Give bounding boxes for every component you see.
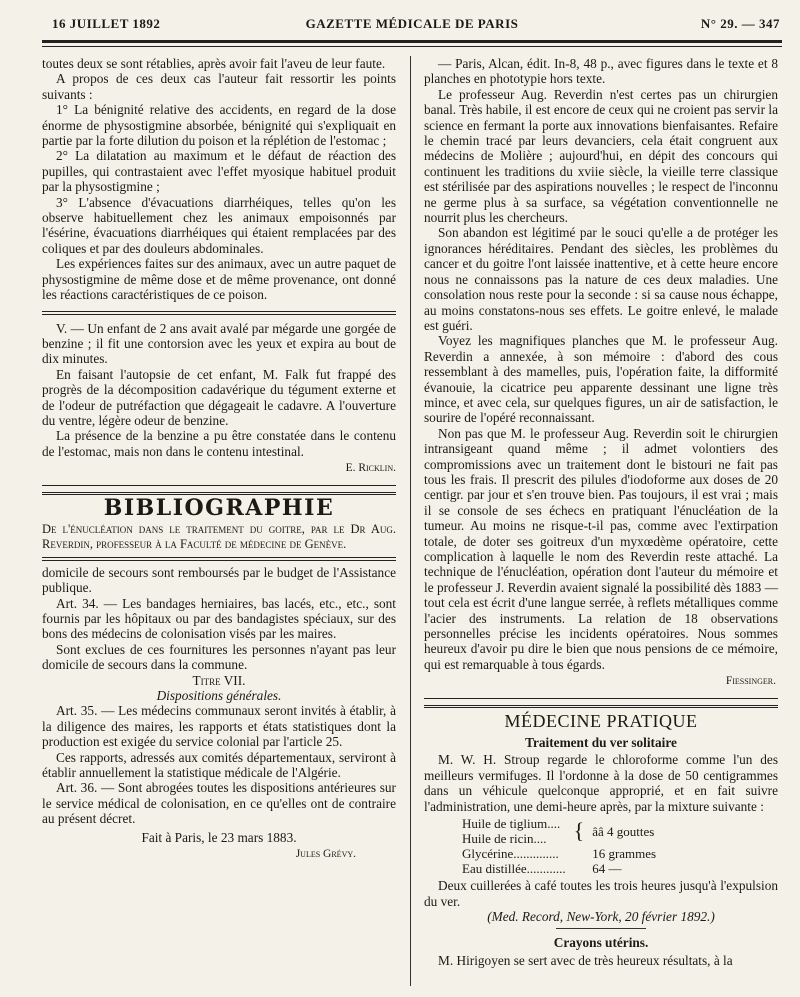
subheading: Traitement du ver solitaire	[525, 735, 677, 751]
paragraph: Non pas que M. le professeur Aug. Reverdin soit le chirurgien intransigeant quand même ; il admet volontiers des compromissions avec un traitement dont le bistouri ne fait pas tous les frais. Il prescrit des pilules d'iodoforme aux doses de 20 centigr. par jour et s'en trouve bien. Pas toujours, il est vrai ; mais il se console de ses échecs en pratiquant l'énucléation de la tumeur. Au moins ne risque-t-il pas, comme avec l'extirpation totale, de doter ses goitreux d'un myxœdème opératoire, cette complication à laquelle le nom des Reverdin reste attaché. La technique de l'énucléation, opération dont l'auteur du mémoire et le professeur J. Reverdin avaient signalé la possibilité dès 1883 — tout cela est écrit d'une langue serrée, à reflets métalliques comme l'acier des instruments. La relation de 18 observations personnelles précise les incidents opératoires. Nous sommes heureux d'avoir pu dire le bien que nous pensions de ce mémoire, qui est remarquable à tous égards.	[424, 425, 778, 672]
paragraph: Ces rapports, adressés aux comités départementaux, serviront à établir annuellement la statistique médicale de l'Algérie.	[42, 749, 396, 781]
dose: ââ 4 gouttes	[592, 823, 655, 839]
paragraph: Art. 34. — Les bandages herniaires, bas lacés, etc., etc., sont fournis par les hôpitaux ou par des bandagistes spéciaux, sur des bons des médecins de colonisation visés par les maires.	[42, 595, 396, 642]
paragraph: — Paris, Alcan, édit. In-8, 48 p., avec figures dans le texte et 8 planches en phototypie hors texte.	[424, 56, 778, 87]
header-date: 16 JUILLET 1892	[52, 16, 161, 31]
paragraph: toutes deux se sont rétablies, après avoir fait l'aveu de leur faute.	[42, 56, 386, 71]
prescription-table	[458, 816, 660, 876]
ingredient: Glycérine..............	[462, 846, 559, 862]
paragraph: Le professeur Aug. Reverdin n'est certes pas un chirurgien banal. Très habile, il est encore de ceux qui ne croient pas servir la science en fermant la porte aux innovations bienfaisantes. Refaire le chemin tracé par leurs devanciers, cela était congruent aux médecins de Molière ; aujourd'hui, en dépit des concours qui continuent les traditions du xviie siècle, la vieille terre classique est stérilisée par des aspirations nouvelles ; le respect de l'inconnu ne germe plus à sa surface, sa végétation conventionnelle ne nourrit plus les chercheurs.	[424, 86, 778, 226]
separator	[42, 311, 396, 315]
title-heading: Titre VII.	[192, 672, 246, 688]
paragraph: M. W. H. Stroup regarde le chloroforme comme l'un des meilleurs vermifuges. Il l'ordonne à la dose de 50 centigrammes dans un véhicule quelconque approprié, et en fait suivre l'administration, une demi-heure après, par la mixture suivante :	[424, 752, 778, 814]
citation: (Med. Record, New-York, 20 février 1892.)	[487, 908, 715, 924]
paragraph: M. Hirigoyen se sert avec de très heureux résultats, à la	[438, 952, 733, 968]
paragraph: Son abandon est légitimé par le souci qu'elle a de protéger les ignorances héréditaires. Pendant des siècles, les problèmes du cancer et du goitre l'ont laissée inattentive, et à cette heure encore nous ne connaissons pas la nature de ces deux maladies. Une consolation nous reste pour la seconde : si sa cause nous échappe, au moins constatons-nous ses effets. Le goitre enlevé, le malade est guéri.	[424, 225, 778, 333]
subheading: Dispositions générales.	[156, 688, 282, 704]
paragraph: La présence de la benzine a pu être constatée dans le contenu de l'estomac, mais non dans le contenu intestinal.	[42, 428, 396, 459]
signature: Jules Grévy.	[295, 848, 356, 861]
separator	[42, 557, 396, 561]
left-column	[42, 56, 396, 863]
paragraph: Les expériences faites sur des animaux, avec un autre paquet de physostigmine de même dose et de même provenance, ont donné les réactions caractéristiques de ce poison.	[42, 256, 396, 303]
paragraph: Deux cuillerées à café toutes les trois heures jusqu'à l'expulsion du ver.	[424, 878, 778, 909]
paragraph: domicile de secours sont remboursés par le budget de l'Assistance publique.	[42, 564, 396, 596]
paragraph: Sont exclues de ces fournitures les personnes n'ayant pas leur domicile de secours dans la commune.	[42, 641, 396, 673]
short-separator	[556, 928, 646, 929]
date-line: Fait à Paris, le 23 mars 1883.	[141, 829, 297, 845]
signature: Fiessinger.	[725, 675, 776, 688]
separator	[42, 485, 396, 495]
ingredient: Eau distillée............	[462, 861, 566, 877]
dose: 64 —	[592, 861, 622, 877]
bibliography-reference: De l'énucléation dans le traitement du goitre, par le Dr Aug. Reverdin, professeur à la Faculté de médecine de Genève.	[42, 521, 396, 552]
paragraph: 2° La dilatation au maximum et le défaut de réaction des pupilles, qui contrastaient avec l'effet myosique habituel produit par la physostigmine ;	[42, 148, 396, 195]
paragraph: Voyez les magnifiques planches que M. le professeur Aug. Reverdin a annexée, à son mémoire : d'abord des cous ressemblant à des mamelles, puis, l'opération faite, la difformité évanouie, la cicatrice peu apparente dessinant une ligne très mince, et avec cela, sur quelques figures, un air de satisfaction, le sourire de l'opéré reconnaissant.	[424, 333, 778, 426]
prescription-row	[458, 861, 660, 876]
column-divider	[410, 56, 411, 986]
paragraph: En faisant l'autopsie de cet enfant, M. Falk fut frappé des progrès de la décomposition cadavérique du tégument externe et de l'odeur de putréfaction que dégageait le cadavre. A l'ouverture du ventre, légère odeur de benzine.	[42, 366, 396, 428]
prescription-row	[458, 846, 660, 861]
header-rule	[42, 40, 782, 43]
subheading: Crayons utérins.	[553, 935, 649, 951]
ingredient: Huile de tiglium....	[462, 816, 561, 832]
separator	[424, 698, 778, 708]
paragraph: V. — Un enfant de 2 ans avait avalé par mégarde une gorgée de benzine ; il fit une contorsion avec les yeux et expira au bout de dix minutes.	[42, 320, 396, 367]
section-title-medecine-pratique: MÉDECINE PRATIQUE	[504, 710, 698, 731]
signature: E. Ricklin.	[345, 462, 396, 475]
paragraph: Art. 36. — Sont abrogées toutes les dispositions antérieures sur le service médical de colonisation, en ce qu'elles ont de contraire au présent décret.	[42, 780, 396, 827]
page-header	[42, 12, 782, 34]
paragraph: A propos de ces deux cas l'auteur fait ressortir les points suivants :	[42, 71, 396, 102]
brace: {	[573, 818, 585, 844]
header-rule-thin	[42, 46, 782, 47]
paragraph: 1° La bénignité relative des accidents, en regard de la dose énorme de physostigmine absorbée, bénignité qui s'expliquait en partie par la forte dilution du poison et la réplétion de l'estomac ;	[42, 102, 396, 149]
right-column	[424, 56, 778, 968]
ingredient: Huile de ricin....	[462, 831, 547, 847]
paragraph: Art. 35. — Les médecins communaux seront invités à établir, à la diligence des maires, les rapports et états statistiques dont la production est exigée du service colonial par l'article 25.	[42, 703, 396, 750]
header-issue: N° 29. — 347	[700, 16, 780, 31]
header-title: GAZETTE MÉDICALE DE PARIS	[305, 16, 519, 31]
paragraph: 3° L'absence d'évacuations diarrhéiques, telles qu'on les observe habituellement chez les animaux empoisonnés par l'ésérine, évacuations diarrhéiques qui étaient remplacées par des coliques et par des douleurs abdominales.	[42, 194, 396, 256]
newspaper-page	[42, 12, 782, 992]
section-title-bibliographie: BIBLIOGRAPHIE	[103, 494, 335, 521]
dose: 16 grammes	[592, 846, 657, 862]
prescription-row	[458, 816, 660, 831]
